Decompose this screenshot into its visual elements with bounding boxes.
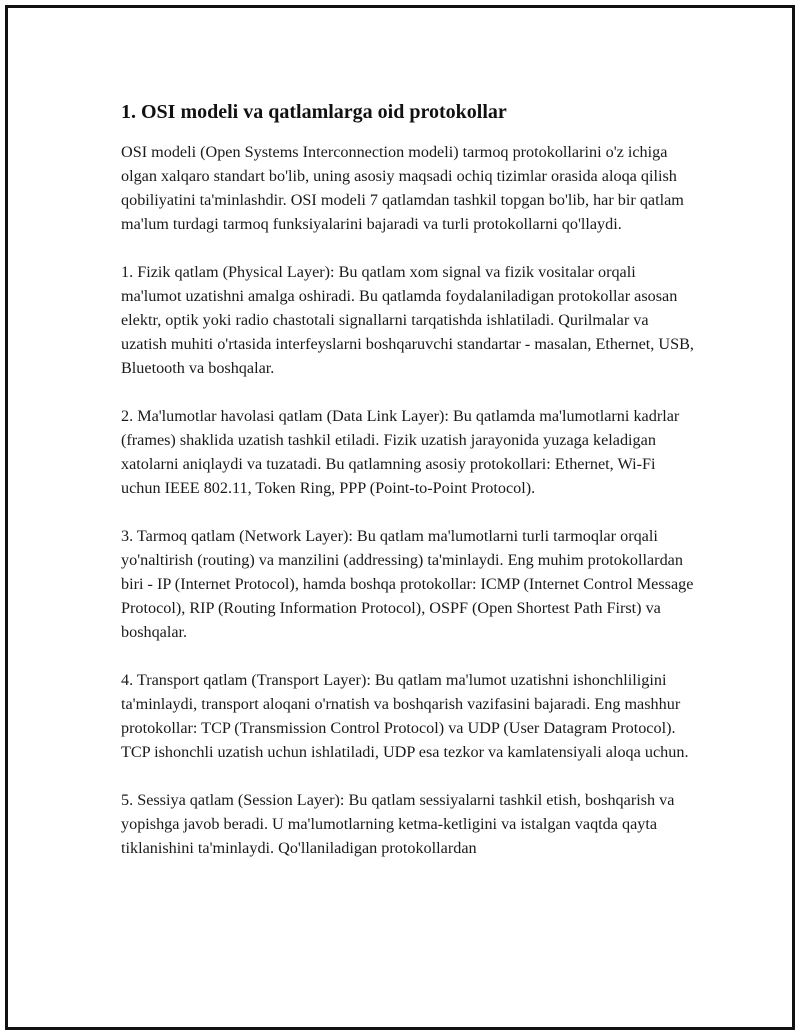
session-layer-paragraph: 5. Sessiya qatlam (Session Layer): Bu qatlam sessiyalarni tashkil etish, boshqarish va yopishga javob beradi. U ma'lumotlarning ketma-ketligini va istalgan vaqtda qayta tiklanishini ta'minlaydi. Qo'llaniladigan protokollardan bbox=[121, 791, 675, 857]
document-content bbox=[121, 96, 696, 860]
data-link-layer-paragraph: 2. Ma'lumotlar havolasi qatlam (Data Link Layer): Bu qatlamda ma'lumotlarni kadrlar (frames) shaklida uzatish tashkil etiladi. Fizik uzatish jarayonida yuzaga keladigan xatolarni aniqlaydi va tuzatadi. Bu qatlamning asosiy protokollari: Ethernet, Wi-Fi uchun IEEE 802.11, Token Ring, PPP (Point-to-Point Protocol). bbox=[121, 407, 680, 497]
document-title: 1. OSI modeli va qatlamlarga oid protokollar bbox=[121, 101, 507, 123]
document-page bbox=[5, 5, 795, 1030]
intro-paragraph: OSI modeli (Open Systems Interconnection modeli) tarmoq protokollarini o'z ichiga olgan xalqaro standart bo'lib, uning asosiy maqsadi ochiq tizimlar orasida aloqa qilish qobiliyatini ta'minlashdir. OSI modeli 7 qatlamdan tashkil topgan bo'lib, har bir qatlam ma'lum turdagi tarmoq funksiyalarini bajaradi va turli protokollarni qo'llaydi. bbox=[121, 143, 684, 233]
network-layer-paragraph: 3. Tarmoq qatlam (Network Layer): Bu qatlam ma'lumotlarni turli tarmoqlar orqali yo'naltirish (routing) va manzilini (addressing) ta'minlaydi. Eng muhim protokollardan biri - IP (Internet Protocol), hamda boshqa protokollar: ICMP (Internet Control Message Protocol), RIP (Routing Information Protocol), OSPF (Open Shortest Path First) va boshqalar. bbox=[121, 527, 694, 641]
physical-layer-paragraph: 1. Fizik qatlam (Physical Layer): Bu qatlam xom signal va fizik vositalar orqali ma'lumot uzatishni amalga oshiradi. Bu qatlamda foydalaniladigan protokollar asosan elektr, optik yoki radio chastotali signallarni tarqatishda ishlatiladi. Qurilmalar va uzatish muhiti o'rtasida interfeyslarni boshqaruvchi standartar - masalan, Ethernet, USB, Bluetooth va boshqalar. bbox=[121, 263, 694, 377]
transport-layer-paragraph: 4. Transport qatlam (Transport Layer): Bu qatlam ma'lumot uzatishni ishonchliligini ta'minlaydi, transport aloqani o'rnatish va boshqarish vazifasini bajaradi. Eng mashhur protokollar: TCP (Transmission Control Protocol) va UDP (User Datagram Protocol). TCP ishonchli uzatish uchun ishlatiladi, UDP esa tezkor va kamlatensiyali aloqa uchun. bbox=[121, 671, 689, 761]
